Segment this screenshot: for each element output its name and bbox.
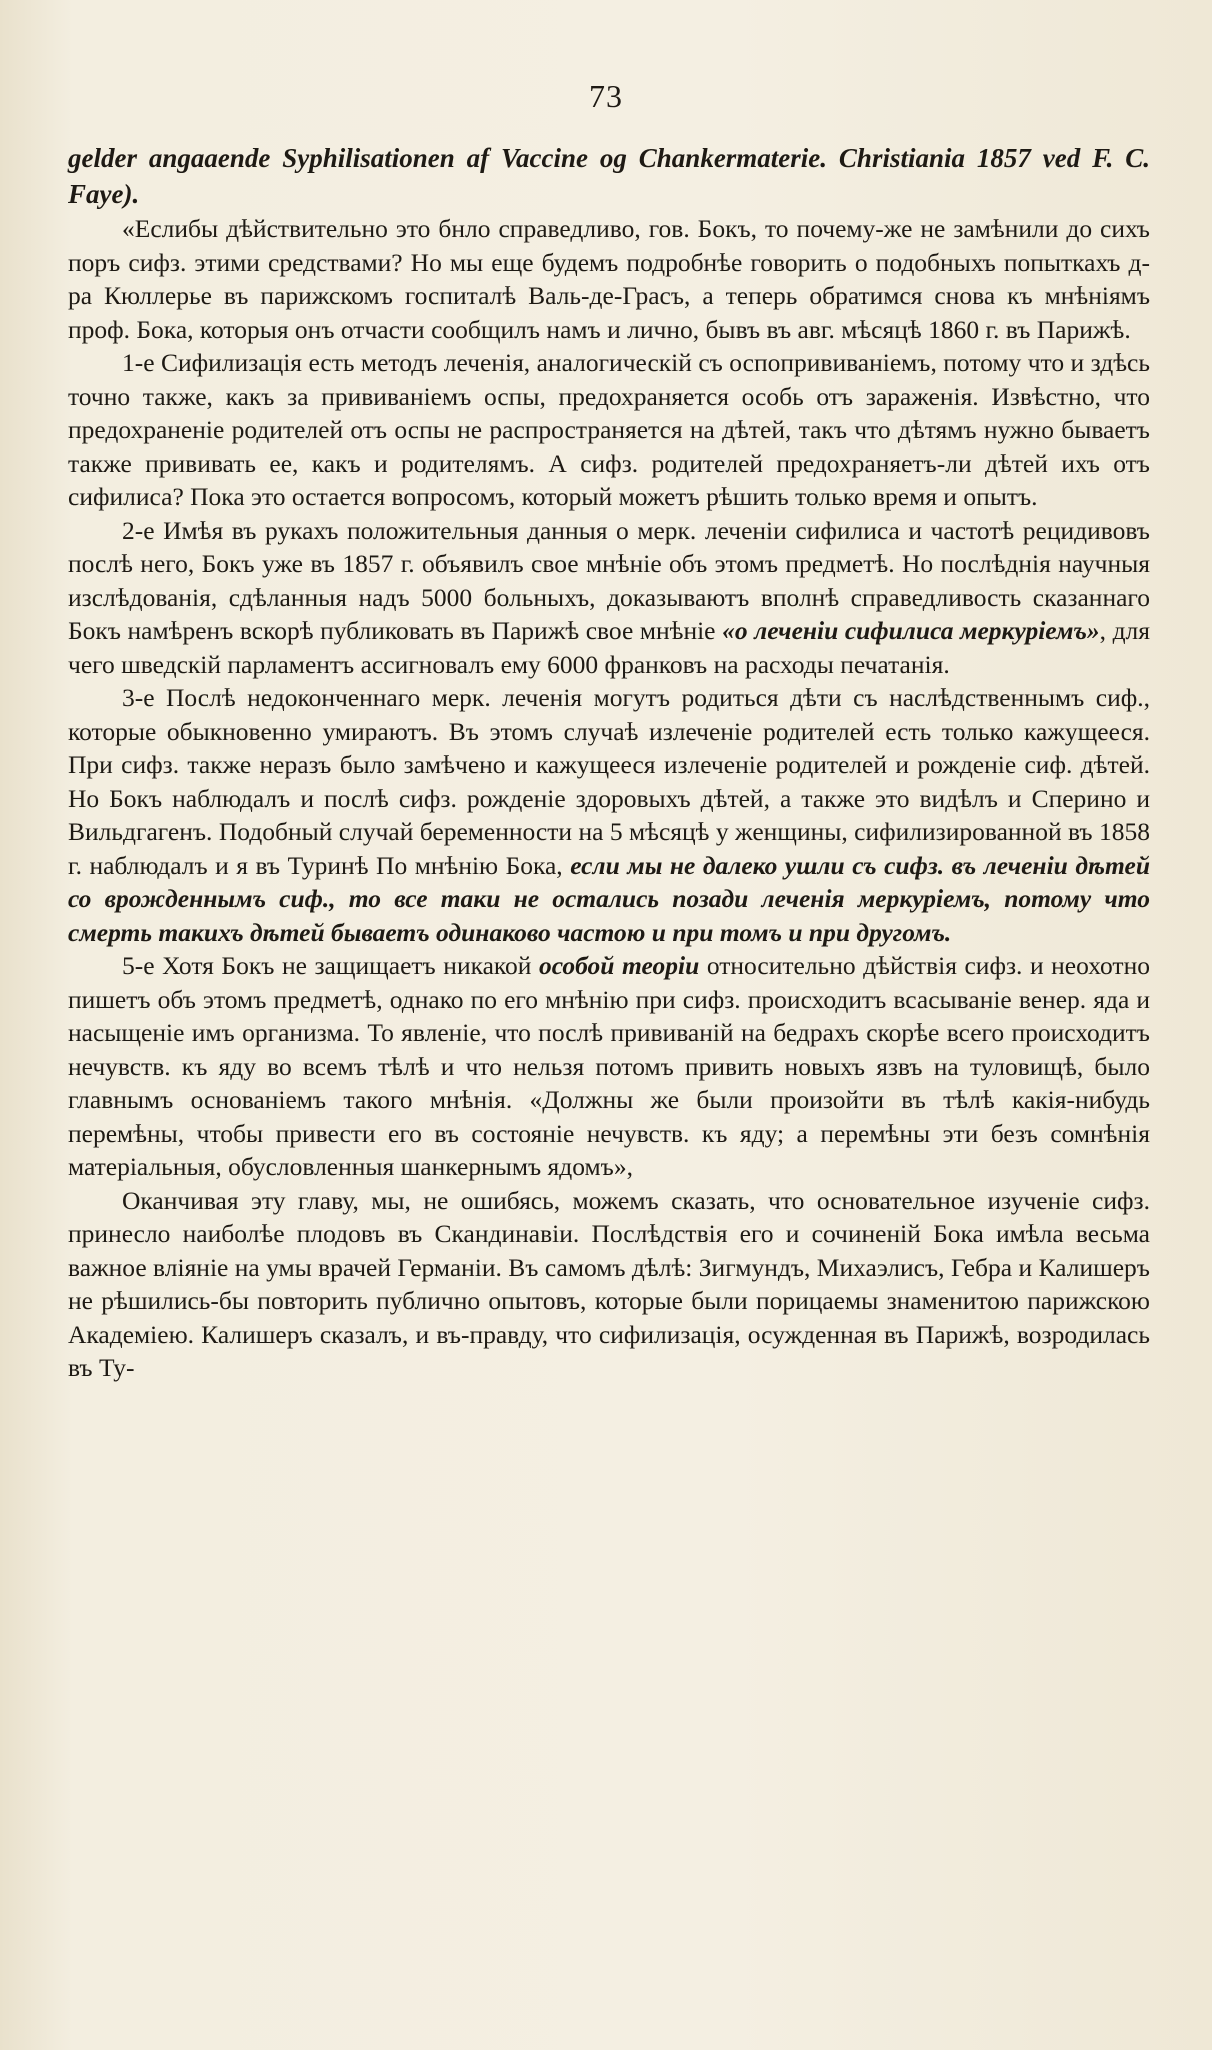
paragraph-text: относительно дѣйствія сифз. и неохотно пишетъ объ этомъ предметѣ, однако по его мнѣнію при сифз. происходитъ всасываніе венер. яда и насыщеніе имъ организма. То явленіе, что послѣ прививаній на бедрахъ скорѣе всего происходитъ нечувств. къ яду во всемъ тѣлѣ и что нельзя потомъ привить новыхъ язвъ на туловищѣ, было главнымъ основаніемъ такого мнѣнія. «Должны же были произойти въ тѣлѣ какія-нибудь перемѣны, чтобы привести его въ состояніе нечувств. къ яду; а перемѣны эти безъ сомнѣнія матеріальныя, обусловленныя шанкернымъ ядомъ», [68, 951, 1150, 1181]
body-text [68, 140, 1150, 1385]
paragraph-text: Оканчивая эту главу, мы, не ошибясь, можемъ сказать, что основательное изученіе сифз. принесло наиболѣе плодовъ въ Скандинавіи. Послѣдствія его и сочиненій Бока имѣла весьма важное вліяніе на умы врачей Германіи. Въ самомъ дѣлѣ: Зигмундъ, Михаэлисъ, Гебра и Калишеръ не рѣшились-бы повторить публично опытовъ, которые были порицаемы знаменитою парижскою Академіею. Калишеръ сказалъ, и въ-правду, что сифилизація, осужденная въ Парижѣ, возродилась въ Ту- [68, 1185, 1150, 1382]
paragraph-text: , для чего шведскій парламентъ ассигновалъ ему 6000 франковъ на расходы печатанія. [68, 616, 1150, 679]
emphasized-text: если мы не далеко ушли съ сифз. въ леченіи дѣтей со врожденнымъ сиф., то все таки не остались позади леченія меркуріемъ, потому что смерть такихъ дѣтей бываетъ одинаково частою и при томъ и при другомъ. [68, 850, 1150, 947]
paragraph [68, 681, 1150, 949]
paragraph [68, 346, 1150, 514]
citation-line [68, 140, 1150, 212]
paragraph-text: 3-е Послѣ недоконченнаго мерк. леченія могутъ родиться дѣти съ наслѣдственнымъ сиф., которые обыкновенно умираютъ. Въ этомъ случаѣ излеченіе родителей есть только кажущееся. При сифз. также неразъ было замѣчено и кажущееся излеченіе родителей и рожденіе сиф. дѣтей. Но Бокъ наблюдалъ и послѣ сифз. рожденіе здоровыхъ дѣтей, а также это видѣлъ и Сперино и Вильдгагенъ. Подобный случай беременности на 5 мѣсяцѣ у женщины, сифилизированной въ 1858 г. наблюдалъ и я въ Туринѣ По мнѣнію Бока, [68, 683, 1150, 880]
paragraph-text: gelder angaaende Syphilisationen af Vaccine og Chankermaterie. Christiania 1857 ved F. C. Faye). [68, 143, 1150, 209]
paragraph [68, 514, 1150, 682]
paragraph [68, 212, 1150, 346]
page-number: 73 [589, 78, 623, 114]
emphasized-text: особой теоріи [538, 951, 700, 980]
paragraph [68, 949, 1150, 1184]
emphasized-text: «о леченіи сифилиса меркуріемъ» [722, 616, 1100, 645]
paragraph [68, 1184, 1150, 1385]
paragraph-text: 2-е Имѣя въ рукахъ положительныя данныя о мерк. леченіи сифилиса и частотѣ рецидивовъ послѣ него, Бокъ уже въ 1857 г. объявилъ свое мнѣніе объ этомъ предметѣ. Но послѣднія научныя изслѣдованія, сдѣланныя надъ 5000 больныхъ, доказываютъ вполнѣ справедливость сказаннаго Бокъ намѣренъ вскорѣ публиковать въ Парижѣ свое мнѣніе [68, 515, 1150, 645]
paragraph-text: 5-е Хотя Бокъ не защищаетъ никакой [122, 951, 539, 980]
paragraph-text: «Еслибы дѣйствительно это бнло справедливо, гов. Бокъ, то почему-же не замѣнили до сихъ поръ сифз. этими средствами? Но мы еще будемъ подробнѣе говорить о подобныхъ попыткахъ д-ра Кюллерье въ парижскомъ госпиталѣ Валь-де-Грасъ, а теперь обратимся снова къ мнѣніямъ проф. Бока, которыя онъ отчасти сообщилъ намъ и лично, бывъ въ авг. мѣсяцѣ 1860 г. въ Парижѣ. [68, 214, 1150, 344]
paragraph-text: 1-е Сифилизація есть методъ леченія, аналогическій съ оспопрививаніемъ, потому что и здѣсь точно также, какъ за прививаніемъ оспы, предохраняется особь отъ зараженія. Извѣстно, что предохраненіе родителей отъ оспы не распространяется на дѣтей, такъ что дѣтямъ нужно бываетъ также прививать ее, какъ и родителямъ. А сифз. родителей предохраняетъ-ли дѣтей ихъ отъ сифилиса? Пока это остается вопросомъ, который можетъ рѣшить только время и опытъ. [68, 348, 1150, 511]
